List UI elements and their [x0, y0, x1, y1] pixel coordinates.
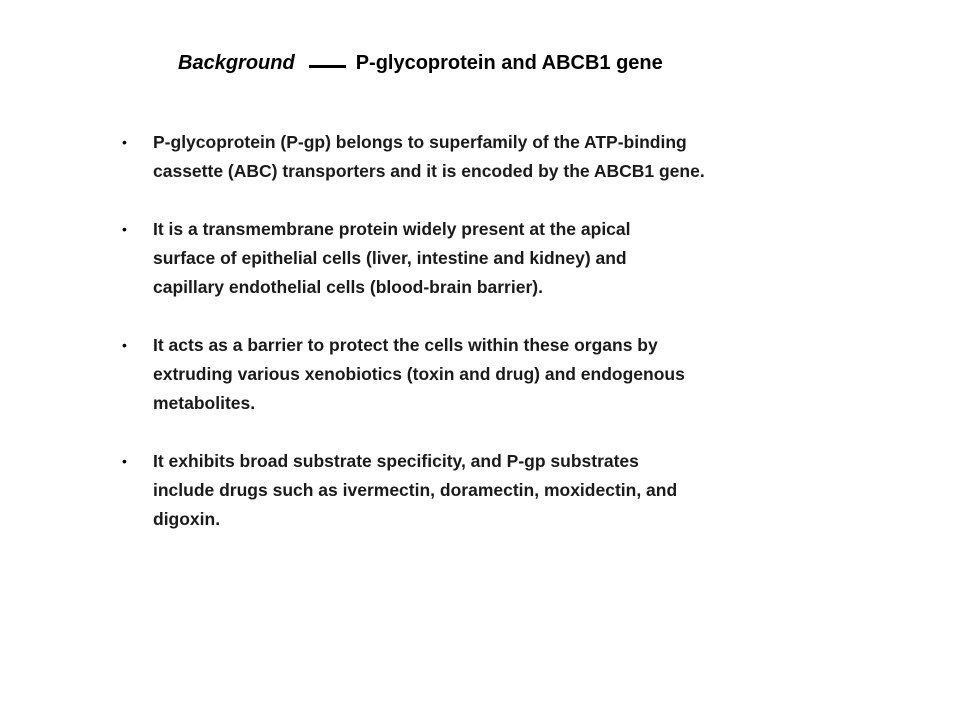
bullet-2-line-2: surface of epithelial cells (liver, intestine and kidney) and: [153, 248, 627, 268]
bullet-item-2: [120, 215, 800, 302]
bullet-dot-icon: •: [122, 453, 127, 469]
bullet-dot-icon: •: [122, 134, 127, 150]
bullet-2-line-1: It is a transmembrane protein widely present at the apical: [153, 219, 631, 239]
bullet-item-1: [120, 128, 800, 186]
bullet-4-line-1: It exhibits broad substrate specificity, and P-gp substrates: [153, 451, 639, 471]
bullet-2-line-3: capillary endothelial cells (blood-brain barrier).: [153, 277, 543, 297]
bullet-item-3: [120, 331, 800, 418]
bullet-dot-icon: •: [122, 337, 127, 353]
bullet-item-4: [120, 447, 800, 534]
bullet-1-line-1: P-glycoprotein (P-gp) belongs to superfamily of the ATP-binding: [153, 132, 687, 152]
bullet-4-line-2: include drugs such as ivermectin, doramectin, moxidectin, and: [153, 480, 678, 500]
slide-title: [178, 46, 663, 80]
bullet-3-line-3: metabolites.: [153, 393, 256, 413]
bullet-3-line-1: It acts as a barrier to protect the cells within these organs by: [153, 335, 658, 355]
bullet-list: [120, 128, 800, 563]
bullet-4-line-3: digoxin.: [153, 509, 221, 529]
bullet-1-line-2: cassette (ABC) transporters and it is encoded by the ABCB1 gene.: [153, 161, 705, 181]
title-main-text: P-glycoprotein and ABCB1 gene: [355, 51, 663, 74]
title-lead-text: Background: [178, 51, 295, 74]
title-dash-divider: [309, 65, 346, 68]
bullet-dot-icon: •: [122, 221, 127, 237]
bullet-3-line-2: extruding various xenobiotics (toxin and drug) and endogenous: [153, 364, 685, 384]
